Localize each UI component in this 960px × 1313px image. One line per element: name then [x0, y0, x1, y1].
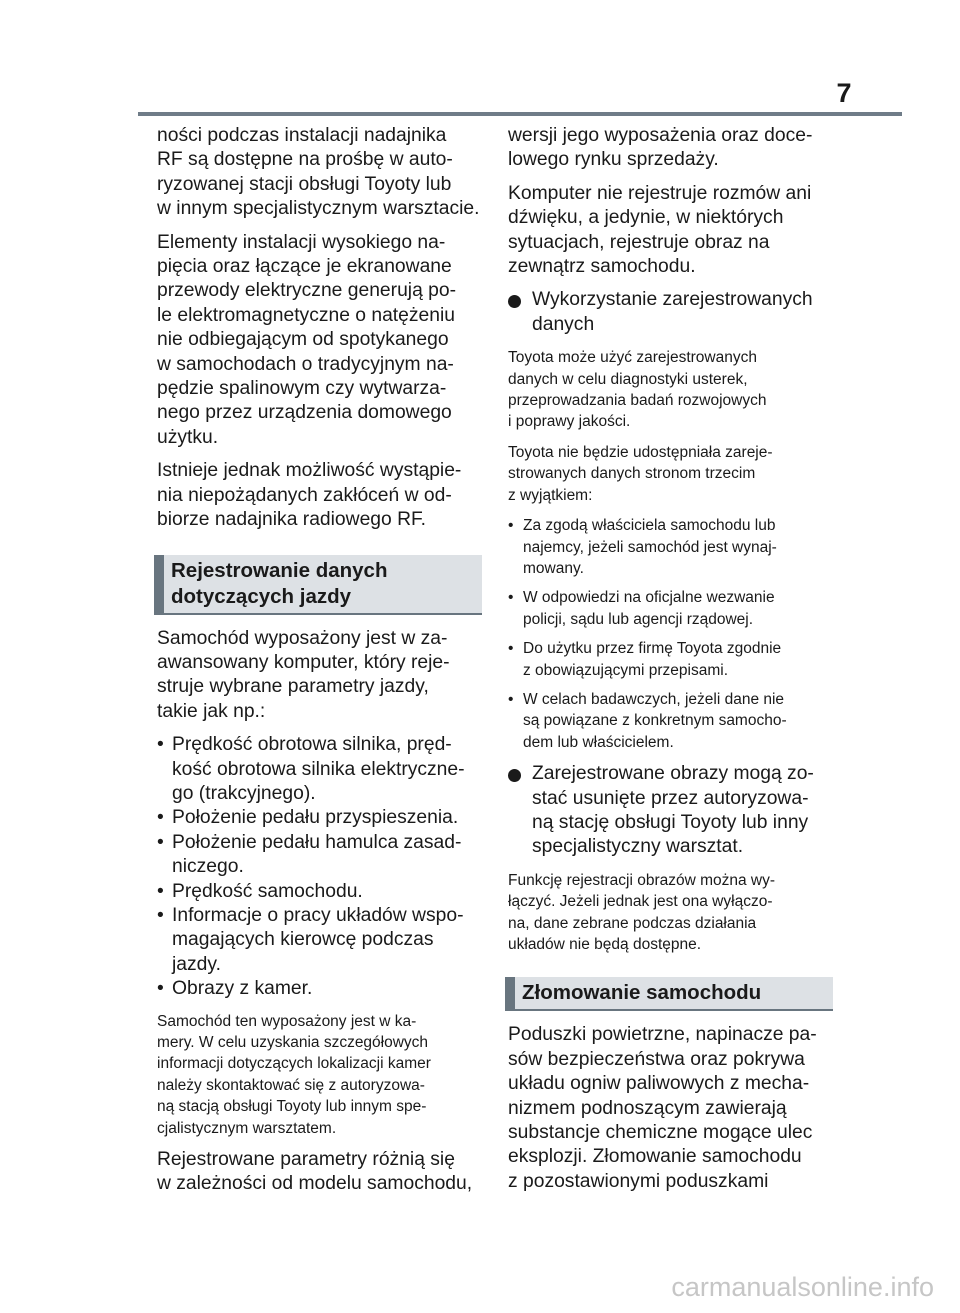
subheading-text: Zarejestrowane obrazy mogą zo- stać usunięte przez autoryzowa- ną stację obsługi Toyoty lub inny specjalistyczny warsztat.	[532, 763, 814, 858]
bullet: •	[157, 880, 164, 902]
list-item-text: Informacje o pracy układów wspo- magających kierowcę podczas jazdy.	[172, 904, 464, 975]
bullet: •	[157, 978, 164, 1000]
recorded-parameters-list	[157, 733, 482, 1001]
list-item	[157, 733, 482, 806]
bullet: •	[508, 690, 514, 708]
subheading-text: Wykorzystanie zarejestrowanych danych	[532, 289, 813, 335]
header-rule	[138, 112, 902, 116]
circle-bullet-icon	[508, 769, 521, 782]
section-heading-scrapping: Złomowanie samochodu	[505, 977, 833, 1011]
list-item-text: Położenie pedału hamulca zasad- niczego.	[172, 831, 462, 878]
note-paragraph: Samochód ten wyposażony jest w ka- mery. W celu uzyskania szczegółowych informacji dotyczących lokalizacji kamer należy skontaktować się z autoryzowa- ną stacją obsługi Toyoty lub innym spe- cjalistycznym warsztatem.	[157, 1012, 431, 1137]
list-item	[157, 977, 482, 1001]
list-item-text: Położenie pedału przyspieszenia.	[172, 807, 459, 829]
list-item	[508, 515, 833, 579]
list-item	[508, 689, 833, 753]
page-number: 7	[836, 78, 852, 108]
paragraph: Istnieje jednak możliwość wystąpie- nia niepożądanych zakłóceń w od- biorze nadajnika radiowego RF.	[157, 460, 462, 531]
subheading-image-deletion	[508, 762, 833, 860]
right-column	[508, 124, 833, 1203]
section-heading-data-recording: Rejestrowanie danych dotyczących jazdy	[154, 555, 482, 615]
bullet: •	[157, 831, 164, 853]
bullet: •	[508, 589, 514, 607]
list-item-text: W celach badawczych, jeżeli dane nie są powiązane z konkretnym samocho- dem lub właścicielem.	[523, 690, 787, 751]
list-item	[157, 806, 482, 830]
circle-bullet-icon	[508, 295, 521, 308]
list-item	[157, 904, 482, 977]
list-item	[157, 831, 482, 880]
bullet: •	[508, 640, 514, 658]
list-item-text: W odpowiedzi na oficjalne wezwanie policji, sądu lub agencji rządowej.	[523, 589, 775, 628]
bullet: •	[157, 904, 164, 926]
list-item	[508, 638, 833, 681]
watermark: carmanualsonline.info	[671, 1272, 934, 1302]
list-item-text: Do użytku przez firmę Toyota zgodnie z obowiązującymi przepisami.	[523, 640, 782, 679]
note-paragraph: Toyota może użyć zarejestrowanych danych w celu diagnostyki usterek, przeprowadzania badań rozwojowych i poprawy jakości.	[508, 349, 767, 431]
subheading-data-usage	[508, 288, 833, 337]
note-paragraph: Funkcję rejestracji obrazów można wy- łączyć. Jeżeli jednak jest ona wyłączo- na, dane zebrane podczas działania układów nie będą dostępne.	[508, 871, 776, 953]
bullet: •	[508, 517, 514, 535]
paragraph: Elementy instalacji wysokiego na- pięcia oraz łączące je ekranowane przewody elektryczne generują po- le elektromagnetyczne o natężeniu nie odbiegającym od spotykanego w samochodach o tradycyjnym na- pędzie spalinowym czy wytwarza- nego przez urządzenia domowego użytku.	[157, 231, 457, 448]
left-column	[157, 124, 482, 1206]
exceptions-list	[508, 515, 833, 753]
list-item	[157, 880, 482, 904]
list-item-text: Za zgodą właściciela samochodu lub najemcy, jeżeli samochód jest wynaj- mowany.	[523, 517, 777, 577]
paragraph: Komputer nie rejestruje rozmów ani dźwięku, a jedynie, w niektórych sytuacjach, rejestruje obraz na zewnątrz samochodu.	[508, 182, 812, 278]
note-paragraph: Toyota nie będzie udostępniała zareje- strowanych danych stronom trzecim z wyjątkiem:	[508, 443, 773, 504]
list-item-text: Prędkość obrotowa silnika, pręd- kość obrotowa silnika elektryczne- go (trakcyjnego).	[172, 734, 465, 804]
paragraph: Samochód wyposażony jest w za- awansowany komputer, który reje- struje wybrane parametry jazdy, takie jak np.:	[157, 627, 450, 722]
paragraph: Rejestrowane parametry różnią się w zależności od modelu samochodu,	[157, 1149, 473, 1195]
list-item-text: Obrazy z kamer.	[172, 978, 313, 1000]
paragraph: ności podczas instalacji nadajnika RF są dostępne na prośbę w auto- ryzowanej stacji obsługi Toyoty lub w innym specjalistycznym warsztacie.	[157, 125, 480, 220]
paragraph: Poduszki powietrzne, napinacze pa- sów bezpieczeństwa oraz pokrywa układu ogniw paliwowych z mecha- nizmem podnoszącym zawierają substancje chemiczne mogące ulec eksplozji. Złomowanie samochodu z pozostawionymi poduszkami	[508, 1024, 817, 1192]
bullet: •	[157, 734, 164, 756]
bullet: •	[157, 807, 164, 829]
list-item-text: Prędkość samochodu.	[172, 880, 363, 902]
list-item	[508, 587, 833, 630]
paragraph: wersji jego wyposażenia oraz doce- lowego rynku sprzedaży.	[508, 125, 813, 171]
